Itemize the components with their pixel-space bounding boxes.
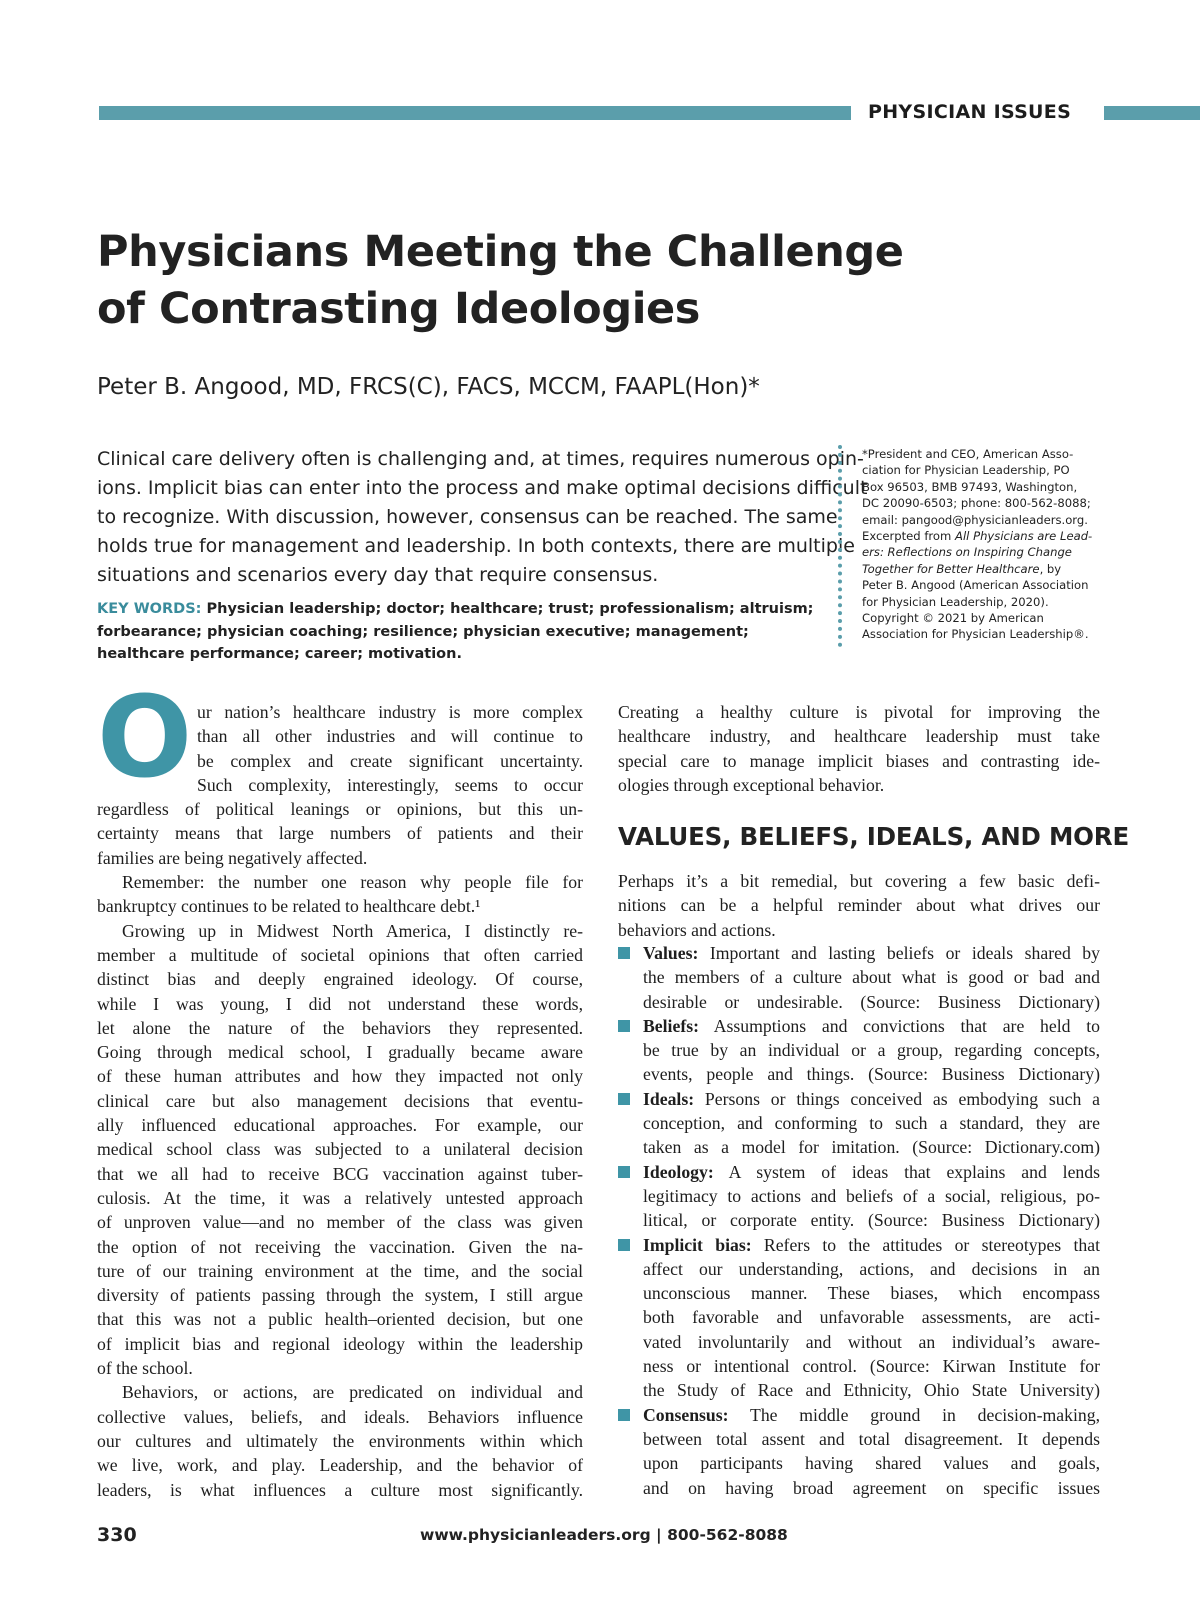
author-line: Peter B. Angood, MD, FRCS(C), FACS, MCCM, FAAPL(Hon)*	[97, 374, 760, 400]
body-line: ally influenced educational approaches. For example, our	[97, 1115, 583, 1136]
keywords-text: Physician leadership; doctor; healthcare; trust; professionalism; altruism;	[201, 601, 814, 617]
body-line: nitions can be a helpful reminder about what drives our	[618, 895, 1100, 916]
header-rule-right	[1104, 106, 1200, 120]
section-label: PHYSICIAN ISSUES	[868, 101, 1072, 123]
drop-cap: O	[97, 673, 193, 803]
body-line: ture of our training environment at the time, and the social	[97, 1260, 583, 1281]
body-line: the option of not receiving the vaccination. Given the na-	[97, 1236, 583, 1257]
body-line: our cultures and ultimately the environments within which	[97, 1430, 583, 1451]
body-line: Such complexity, interestingly, seems to occur	[197, 774, 583, 795]
definition-line: and on having broad agreement on specific issues	[643, 1477, 1100, 1498]
square-bullet-icon	[618, 1239, 630, 1251]
definition-line	[643, 1014, 1100, 1038]
definition-line	[643, 1403, 1100, 1427]
body-line: clinical care but also management decisions that eventu-	[97, 1090, 583, 1111]
definition-line: both favorable and unfavorable assessments, are acti-	[643, 1307, 1100, 1328]
definition-line: events, people and things. (Source: Business Dictionary)	[643, 1064, 1100, 1085]
definition-term: Consensus:	[643, 1404, 729, 1425]
definition-line: unconscious manner. These biases, which encompass	[643, 1283, 1100, 1304]
sidenote-dotted-rule	[838, 445, 842, 647]
definition-line	[643, 1233, 1100, 1257]
definition-term: Values:	[643, 943, 699, 963]
body-line: collective values, beliefs, and ideals. Behaviors influence	[97, 1406, 583, 1427]
body-line: distinct bias and deeply engrained ideology. Of course,	[97, 969, 583, 990]
definition-line: upon participants having shared values and goals,	[643, 1453, 1100, 1474]
sidenote-line: Box 96503, BMB 97493, Washington,	[862, 479, 1078, 494]
body-line: healthcare industry, and healthcare leadership must take	[618, 726, 1100, 747]
definition-term: Ideals:	[643, 1088, 695, 1109]
sidenote-line	[862, 544, 1102, 560]
body-line: Creating a healthy culture is pivotal for improving the	[618, 702, 1100, 722]
body-line: of these human attributes and how they impacted not only	[97, 1066, 583, 1087]
header-rule-left	[99, 106, 851, 120]
definition-text: The middle ground in decision-making,	[728, 1404, 1100, 1425]
keywords-line: healthcare performance; career; motivation.	[97, 646, 462, 662]
abstract-line: holds true for management and leadership. In both contexts, there are multiple	[97, 535, 855, 557]
definition-item	[618, 1233, 1100, 1403]
sidenote-line: ciation for Physician Leadership, PO	[862, 463, 1070, 478]
body-line: ologies through exceptional behavior.	[618, 774, 885, 795]
definition-text: Refers to the attitudes or stereotypes that	[751, 1234, 1100, 1255]
keywords-line	[97, 598, 822, 621]
body-line: bankruptcy continues to be related to healthcare debt.¹	[97, 896, 481, 917]
body-line: regardless of political leanings or opinions, but this un-	[97, 799, 583, 820]
body-line: certainty means that large numbers of patients and their	[97, 823, 583, 844]
definition-line: desirable or undesirable. (Source: Business Dictionary)	[643, 991, 1100, 1012]
definitions-list	[618, 941, 1100, 1500]
definition-line: conception, and conforming to such a standard, they are	[643, 1113, 1100, 1134]
square-bullet-icon	[618, 947, 630, 959]
sidenote-line: Copyright © 2021 by American	[862, 611, 1044, 626]
body-line: ur nation’s healthcare industry is more complex	[197, 702, 583, 722]
body-line: families are being negatively affected.	[97, 847, 368, 868]
definition-text: Persons or things conceived as embodying such a	[694, 1088, 1100, 1109]
sidenote-text: , by	[1039, 561, 1062, 576]
footer-contact: www.physicianleaders.org | 800-562-8088	[420, 1526, 788, 1544]
abstract-line: to recognize. With discussion, however, consensus can be reached. The same	[97, 506, 838, 528]
square-bullet-icon	[618, 1409, 630, 1421]
title-line: Physicians Meeting the Challenge	[97, 227, 904, 277]
sidenote-line: Association for Physician Leadership®.	[862, 627, 1089, 642]
body-line: of the school.	[97, 1358, 193, 1379]
sidenote-line	[862, 561, 1102, 577]
sidenote-text: Excerpted from	[862, 529, 956, 544]
definition-line: affect our understanding, actions, and decisions in an	[643, 1258, 1100, 1279]
definition-line: between total assent and total disagreement. It depends	[643, 1428, 1100, 1449]
body-line: Remember: the number one reason why people file for	[122, 872, 583, 893]
definitions-intro	[618, 869, 1100, 942]
square-bullet-icon	[618, 1020, 630, 1032]
definition-line: legitimacy to actions and beliefs of a social, religious, po-	[643, 1185, 1100, 1206]
body-line: culosis. At the time, it was a relatively untested approach	[97, 1187, 583, 1208]
book-title: All Physicians are Lead-	[955, 529, 1093, 544]
body-line: medical school class was subjected to a unilateral decision	[97, 1139, 583, 1160]
section-heading: VALUES, BELIEFS, IDEALS, AND MORE	[618, 822, 1129, 851]
sidenote-line	[862, 528, 1102, 544]
body-column-left	[97, 700, 583, 1502]
definition-text: A system of ideas that explains and lends	[713, 1161, 1100, 1182]
body-line: let alone the nature of the behaviors they represented.	[97, 1017, 583, 1038]
definition-text: Important and lasting beliefs or ideals shared by	[698, 943, 1100, 963]
book-title: Together for Better Healthcare	[862, 561, 1040, 576]
body-line: Going through medical school, I gradually became aware	[97, 1042, 583, 1063]
body-line: of implicit bias and regional ideology within the leadership	[97, 1333, 583, 1354]
definition-line: litical, or corporate entity. (Source: Business Dictionary)	[643, 1210, 1100, 1231]
definition-line	[643, 1160, 1100, 1184]
body-line: than all other industries and will continue to	[197, 726, 583, 747]
body-line: Behaviors, or actions, are predicated on individual and	[122, 1382, 583, 1403]
keywords-line: forbearance; physician coaching; resilience; physician executive; management;	[97, 623, 749, 640]
body-line: diversity of patients passing through the system, I still argue	[97, 1285, 583, 1306]
body-column-right	[618, 700, 1100, 797]
keywords-label: KEY WORDS:	[97, 601, 202, 617]
definition-line: vated involuntarily and without an individual’s aware-	[643, 1331, 1100, 1352]
definition-item	[618, 941, 1100, 1014]
definition-item	[618, 1014, 1100, 1087]
definition-term: Ideology:	[643, 1161, 714, 1182]
definition-line: ness or intentional control. (Source: Kirwan Institute for	[643, 1356, 1100, 1377]
abstract-line: ions. Implicit bias can enter into the process and make optimal decisions difficult	[97, 477, 868, 499]
sidenote-line: for Physician Leadership, 2020).	[862, 594, 1049, 609]
sidenote-line: email: pangood@physicianleaders.org.	[862, 512, 1088, 527]
body-line: that this was not a public health–oriented decision, but one	[97, 1309, 583, 1330]
definition-line: be true by an individual or a group, regarding concepts,	[643, 1040, 1100, 1061]
definition-line	[643, 941, 1100, 965]
keywords	[97, 598, 822, 666]
square-bullet-icon	[618, 1166, 630, 1178]
sidenote-line: DC 20090-6503; phone: 800-562-8088;	[862, 496, 1091, 511]
body-line: we live, work, and play. Leadership, and the behavior of	[97, 1455, 583, 1476]
definition-item	[618, 1160, 1100, 1233]
definition-line: taken as a model for imitation. (Source: Dictionary.com)	[643, 1137, 1100, 1158]
author-sidenote	[862, 446, 1102, 643]
page-number: 330	[97, 1524, 137, 1546]
body-line: member a multitude of societal opinions that often carried	[97, 944, 583, 965]
body-line: be complex and create significant uncertainty.	[197, 750, 583, 771]
body-line: special care to manage implicit biases and contrasting ide-	[618, 750, 1100, 771]
definition-term: Implicit bias:	[643, 1234, 752, 1255]
square-bullet-icon	[618, 1093, 630, 1105]
body-line: while I was young, I did not understand these words,	[97, 993, 583, 1014]
body-line: leaders, is what influences a culture most significantly.	[97, 1479, 583, 1500]
body-line: Perhaps it’s a bit remedial, but covering a few basic defi-	[618, 871, 1100, 891]
body-line: that we all had to receive BCG vaccination against tuber-	[97, 1163, 583, 1184]
definition-item	[618, 1087, 1100, 1160]
sidenote-line: *President and CEO, American Asso-	[862, 447, 1074, 461]
definition-text: Assumptions and convictions that are held to	[699, 1015, 1100, 1036]
definition-line	[643, 1087, 1100, 1111]
title-line: of Contrasting Ideologies	[97, 284, 701, 334]
body-line: Growing up in Midwest North America, I distinctly re-	[122, 920, 583, 941]
article-title	[97, 224, 997, 338]
sidenote-line: Peter B. Angood (American Association	[862, 578, 1089, 593]
definition-line: the members of a culture about what is good or bad and	[643, 967, 1100, 988]
definition-item	[618, 1403, 1100, 1500]
definition-line: the Study of Race and Ethnicity, Ohio State University)	[643, 1380, 1100, 1401]
book-title: ers: Reflections on Inspiring Change	[862, 545, 1072, 560]
definition-term: Beliefs:	[643, 1015, 699, 1036]
abstract	[97, 445, 868, 590]
body-line: of unproven value—and no member of the class was given	[97, 1212, 583, 1233]
body-line: behaviors and actions.	[618, 919, 776, 940]
abstract-line: situations and scenarios every day that require consensus.	[97, 564, 659, 586]
abstract-line: Clinical care delivery often is challenging and, at times, requires numerous opin-	[97, 448, 864, 470]
